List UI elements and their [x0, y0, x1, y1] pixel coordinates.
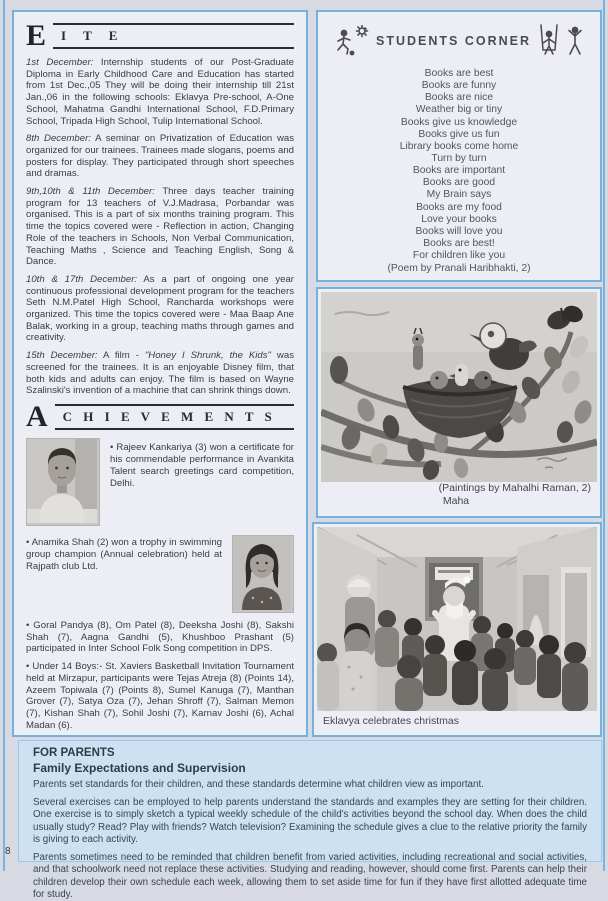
poem-line: Books will love you	[415, 225, 503, 237]
events-header-initial: E	[26, 19, 47, 52]
student-poem	[326, 68, 592, 262]
event-text: Three days teacher training program for 13 teachers of V.J.Madrasa, Porbandar was organised. This is a part of six months training program. This time the topics covered were - Reflection in action, Changing Role of the teachers in Schools, Non Verbal Communication, Teaching Maths , Science and Teaching English, Song & Dance.	[26, 186, 295, 268]
students-corner-panel	[316, 10, 602, 282]
for-parents-paragraph: Several exercises can be employed to help parents understand the standards and examples they are setting for their children. One exercise is to simply sketch a typical weekly schedule of the child's activities beyond the school day. When does the child usually study? Read? Play with friends? Watch television? Examining the schedule gives a clue to the relative priority the family is giving to each activity.	[33, 797, 587, 845]
poem-line: Books give us fun	[418, 128, 500, 140]
for-parents-panel	[18, 740, 602, 900]
event-paragraph	[26, 274, 294, 344]
event-text: As a part of ongoing one year continuous professional development program for the teachers Seth N.M.Patel High School, Rancharda workshops were organized. This time the topics covered were - Maa Baap Ane Balak, working in a group, teaching maths through games and creativity.	[26, 273, 294, 344]
poem-line: Books give us knowledge	[400, 116, 518, 128]
achievement-item: • Goral Pandya (8), Om Patel (8), Deeksha Joshi (8), Sakshi Shah (7), Aagna Gandhi (5), Khushboo Prashant (5) participated in Inter School Folk Song competition in DPS.	[26, 619, 294, 655]
events-header-band: I T E	[53, 23, 294, 49]
page-number: 8	[5, 846, 11, 857]
achievement-row	[26, 533, 294, 613]
event-date: 15th December:	[26, 350, 98, 362]
event-text: A film -	[97, 350, 145, 362]
poem-line: Library books come home	[399, 140, 519, 152]
poem-line: Weather big or tiny	[415, 104, 503, 116]
girl-portrait-illustration	[233, 536, 291, 610]
event-paragraph	[26, 57, 294, 127]
achievements-header-initial: A	[26, 399, 48, 433]
painting-caption-line2: Maha	[442, 495, 470, 508]
poem-line: Books are good	[422, 177, 496, 189]
events-achievements-panel	[12, 10, 308, 737]
christmas-photo-caption: Eklavya celebrates christmas	[323, 715, 459, 727]
event-text: was screened for the trainees. It is an enjoyable Disney film, that both kids and adults can enjoy. The film is based on Wayne Szalinski's invention of a machine that can shrink things down.	[26, 350, 294, 397]
poem-line: My Brain says	[426, 189, 492, 201]
poem-line: Books are best	[424, 68, 494, 79]
poem-line: Books are funny	[421, 80, 497, 92]
boy-portrait-photo	[26, 438, 100, 526]
poem-line: Books are nice	[424, 92, 494, 104]
poem-line: Books are best!	[423, 237, 495, 249]
event-date: 1st December:	[26, 57, 94, 68]
girl-portrait-photo	[232, 535, 294, 613]
for-parents-paragraph: Parents set standards for their children, and these standards determine what children view as important.	[33, 779, 484, 790]
achievement-item: • Under 14 Boys:- St. Xaviers Basketball Invitation Tournament held at Mirzapur, participants were Tejas Atreja (8) (Points 14), Azeem Topiwala (7) (Points 8), Sumel Kanuga (7), Manthan Grover (7), Satya Oza (7), Jehan Shroff (7), Salman Memon (7), Kishan Shah (7), Sohil Joshi (7), Karnav Joshi (6), Achal Madan (6).	[26, 661, 294, 731]
poem-line: Turn by turn	[431, 152, 487, 164]
page-edge-line-left	[3, 0, 5, 871]
for-parents-subheader: Family Expectations and Supervision	[33, 761, 246, 775]
boy-portrait-illustration	[27, 439, 97, 523]
painting-caption	[321, 482, 597, 508]
event-paragraph	[26, 350, 294, 397]
poem-line: Books are my food	[416, 201, 502, 213]
for-parents-paragraph: Parents sometimes need to be reminded that children benefit from varied activities, including recreational and social activities, and that schoolwork need not replace these activities. Studying and reading, however, should come first. Parents can help their children develop their own schedule each week, allowing them to set aside time for fun if they have first allotted adequate time for study.	[33, 852, 587, 900]
achievement-row	[26, 438, 294, 526]
events-section-header	[26, 19, 294, 52]
achievements-section-header	[26, 399, 294, 433]
students-corner-header	[326, 24, 592, 58]
event-paragraph	[26, 133, 294, 180]
poem-line: For children like you	[412, 250, 506, 262]
running-figure-sun-icon	[335, 25, 371, 57]
poem-credit: (Poem by Pranali Haribhakti, 2)	[387, 263, 531, 275]
event-date: 10th & 17th December:	[26, 273, 138, 285]
painting-panel	[316, 287, 602, 518]
swinging-figure-icon	[536, 24, 562, 58]
achievement-item: • Rajeev Kankariya (3) won a certificate for his commendable performance in Avankita Talent search greetings card competition, Delhi.	[110, 441, 294, 489]
event-date: 8th December:	[26, 133, 91, 145]
page-edge-line-right	[603, 0, 605, 871]
event-text: Internship students of our Post-Graduate Diploma in Early Childhood Care and Education has started from 1st Dec.,05 They will be doing their internship till 21st Jan.,06 in the following schools: Eklavya Pre-school, A-One School, Mahatma Gandhi International School, F.D.Primary School, Tripada High School, Tulip International School.	[26, 57, 294, 127]
dancing-figure-icon	[567, 25, 583, 57]
event-date: 9th,10th & 11th December:	[26, 186, 155, 198]
painting-caption-line1: (Paintings by Mahalhi Raman, 2)	[438, 482, 591, 494]
students-corner-title: STUDENTS CORNER	[375, 34, 531, 48]
for-parents-header: FOR PARENTS	[33, 747, 115, 759]
poem-line: Love your books	[421, 213, 497, 225]
christmas-celebration-photo	[317, 527, 597, 711]
event-paragraph	[26, 186, 294, 268]
christmas-photo-panel	[312, 522, 602, 737]
achievement-item: • Anamika Shah (2) won a trophy in swimming group champion (Annual celebration) held at Rajpath club Ltd.	[26, 536, 222, 572]
bird-nest-painting	[321, 292, 597, 482]
achievements-header-band: C H I E V E M E N T S	[55, 404, 294, 430]
event-text: A seminar on Privatization of Education was organized for our trainees. Trainees made slogans, poems and posters for display. They participated through short speeches and dramas.	[26, 133, 295, 180]
film-title: "Honey I Shrunk, the Kids"	[144, 350, 271, 362]
poem-line: Books are important	[412, 165, 506, 177]
